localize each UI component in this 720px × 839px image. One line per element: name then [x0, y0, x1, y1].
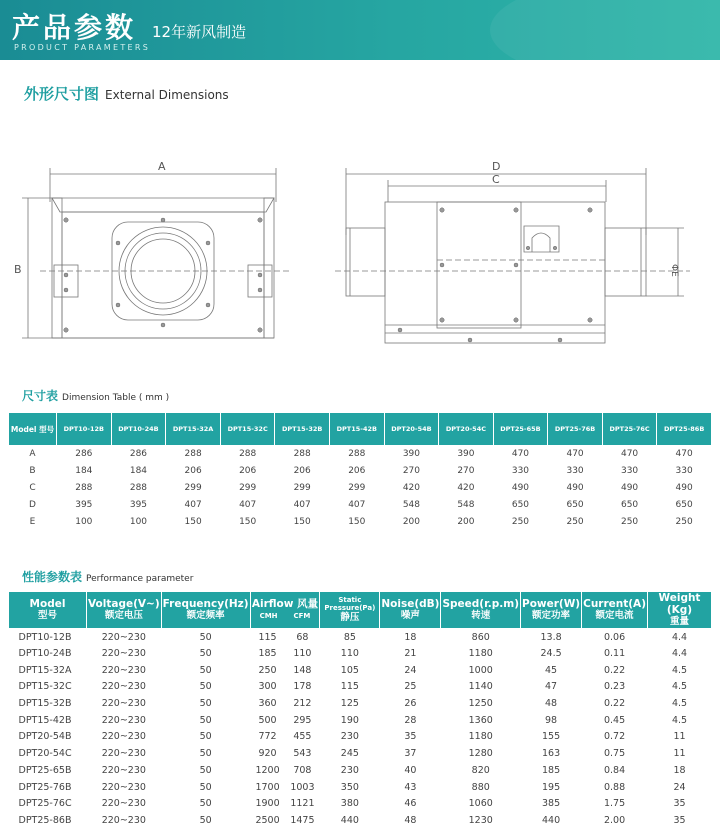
- performance-cell: 25: [404, 681, 417, 693]
- banner-title: 产品参数: [12, 11, 137, 44]
- performance-cell: 1180: [468, 648, 493, 660]
- dimension-cell: 330: [566, 466, 584, 476]
- performance-cell: 0.45: [603, 714, 626, 726]
- performance-cell: 68: [296, 631, 309, 643]
- performance-cell: 50: [199, 714, 212, 726]
- performance-cell: 1900: [255, 798, 280, 810]
- dimension-cell: 650: [620, 500, 639, 510]
- performance-row: [9, 679, 712, 696]
- dimension-row-label: C: [29, 483, 36, 493]
- performance-cell: 1003: [290, 781, 315, 793]
- label-c: C: [492, 173, 500, 186]
- dimension-table: [8, 412, 712, 531]
- performance-cell: 0.88: [603, 781, 626, 793]
- performance-cell: 220~230: [101, 781, 146, 793]
- performance-body: [9, 629, 712, 829]
- performance-cell: 50: [199, 748, 212, 760]
- dimension-cell: 286: [75, 449, 93, 460]
- performance-row: [9, 745, 712, 762]
- performance-cell: 220~230: [101, 764, 146, 776]
- performance-cell: 500: [258, 714, 277, 726]
- performance-cell: 185: [541, 764, 561, 776]
- dimension-cell: 407: [348, 500, 366, 510]
- performance-cell: 18: [673, 764, 686, 776]
- dimension-cell: 407: [239, 500, 257, 510]
- dimension-cell: 470: [511, 449, 530, 460]
- dimension-cell: 250: [566, 517, 584, 527]
- performance-cell: 35: [673, 814, 686, 826]
- dimension-cell: 299: [184, 483, 202, 493]
- dimension-cell: 270: [402, 466, 421, 476]
- performance-row: [9, 729, 712, 746]
- performance-cell: 1475: [290, 814, 315, 826]
- performance-cell: 50: [199, 731, 212, 743]
- performance-cell: 1360: [468, 714, 493, 726]
- dimension-model-header: DPT25-86B: [657, 413, 712, 446]
- performance-model-cell: DPT25-65B: [18, 764, 72, 776]
- performance-cell: 50: [199, 698, 212, 710]
- performance-model-cell: DPT15-42B: [18, 714, 72, 726]
- header-power: Power(W) 额定功率: [521, 592, 582, 629]
- performance-cell: 820: [471, 764, 490, 776]
- performance-cell: 440: [340, 814, 359, 826]
- performance-header-row: [9, 592, 712, 629]
- dimension-cell: 150: [239, 517, 257, 527]
- dimension-cell: 395: [75, 500, 93, 510]
- banner-subtitle: 12年新风制造: [152, 23, 247, 41]
- dimension-model-header: DPT25-65B: [493, 413, 548, 446]
- performance-cell: 185: [258, 648, 277, 660]
- header-voltage: Voltage(V~) 额定电压: [87, 592, 162, 629]
- performance-cell: 11: [673, 748, 686, 760]
- performance-row: [9, 662, 712, 679]
- performance-cell: 230: [340, 731, 359, 743]
- dimension-cell: 330: [511, 466, 530, 476]
- dimension-cell: 100: [75, 517, 93, 527]
- dimension-cell: 395: [129, 500, 148, 510]
- performance-cell: 163: [541, 748, 561, 760]
- performance-cell: 350: [340, 781, 359, 793]
- performance-cell: 11: [673, 731, 686, 743]
- dimension-drawing: [0, 140, 720, 370]
- performance-cell: 24: [673, 781, 686, 793]
- performance-cell: 21: [404, 648, 417, 660]
- dimension-row: [9, 480, 712, 497]
- performance-cell: 4.5: [671, 664, 688, 676]
- dimension-cell: 250: [511, 517, 530, 527]
- performance-cell: 455: [293, 731, 312, 743]
- dimension-cell: 250: [675, 517, 693, 527]
- performance-cell: 380: [340, 798, 359, 810]
- performance-cell: 195: [541, 781, 561, 793]
- dimension-cell: 288: [239, 449, 257, 460]
- performance-model-cell: DPT25-76C: [18, 798, 72, 810]
- dimension-row: [9, 463, 712, 480]
- dimension-model-header: DPT15-32B: [275, 413, 330, 446]
- dimension-row: [9, 497, 712, 514]
- performance-cell: 50: [199, 664, 212, 676]
- dimension-model-header: DPT25-76B: [548, 413, 603, 446]
- performance-cell: 190: [340, 714, 359, 726]
- dimension-cell: 650: [566, 500, 584, 510]
- performance-cell: 50: [199, 764, 212, 776]
- dimension-cell: 470: [566, 449, 584, 460]
- label-b: B: [14, 263, 22, 276]
- performance-cell: 50: [199, 648, 212, 660]
- performance-title-en: Performance parameter: [86, 574, 194, 584]
- performance-cell: 50: [199, 781, 212, 793]
- dimension-cell: 299: [293, 483, 311, 493]
- banner-english: PRODUCT PARAMETERS: [14, 43, 151, 52]
- performance-model-cell: DPT15-32A: [18, 664, 72, 676]
- dimension-row-label: B: [29, 466, 36, 476]
- performance-cell: 220~230: [101, 664, 146, 676]
- performance-cell: 155: [541, 731, 561, 743]
- performance-model-cell: DPT25-76B: [18, 781, 72, 793]
- dimension-cell: 420: [402, 483, 421, 493]
- performance-cell: 543: [293, 748, 312, 760]
- performance-cell: 0.22: [603, 698, 626, 710]
- performance-cell: 1700: [255, 781, 280, 793]
- performance-cell: 220~230: [101, 814, 146, 826]
- performance-cell: 50: [199, 681, 212, 693]
- dimension-cell: 288: [293, 449, 311, 460]
- performance-row: [9, 712, 712, 729]
- performance-cell: 0.72: [603, 731, 626, 743]
- performance-cell: 48: [545, 698, 558, 710]
- performance-cell: 220~230: [101, 631, 146, 643]
- performance-cell: 2.00: [603, 814, 626, 826]
- performance-model-cell: DPT10-24B: [18, 648, 72, 660]
- dimension-row-label: A: [29, 449, 36, 460]
- performance-model-cell: DPT15-32B: [18, 698, 72, 710]
- banner-decoration: [490, 0, 720, 60]
- header-weight: Weight (Kg) 重量: [648, 592, 712, 629]
- performance-cell: 48: [404, 814, 417, 826]
- performance-cell: 360: [258, 698, 277, 710]
- performance-cell: 18: [404, 631, 417, 643]
- performance-table: [8, 591, 712, 829]
- performance-row: [9, 645, 712, 662]
- dimension-cell: 150: [184, 517, 202, 527]
- dimension-cell: 288: [129, 483, 148, 493]
- performance-row: [9, 779, 712, 796]
- performance-cell: 1280: [468, 748, 493, 760]
- dimension-header-row: [9, 413, 712, 446]
- performance-cell: 115: [258, 631, 277, 643]
- performance-cell: 40: [404, 764, 417, 776]
- performance-model-cell: DPT20-54C: [18, 748, 72, 760]
- performance-cell: 860: [471, 631, 490, 643]
- dimension-cell: 407: [293, 500, 311, 510]
- dimension-row-label: D: [29, 500, 36, 510]
- header-model: Model 型号: [9, 592, 87, 629]
- performance-cell: 220~230: [101, 748, 146, 760]
- dimension-cell: 288: [348, 449, 366, 460]
- performance-cell: 13.8: [540, 631, 562, 643]
- performance-cell: 0.22: [603, 664, 626, 676]
- performance-cell: 47: [545, 681, 558, 693]
- performance-cell: 4.5: [671, 698, 688, 710]
- performance-cell: 772: [258, 731, 277, 743]
- performance-cell: 1180: [468, 731, 493, 743]
- performance-title-cn: 性能参数表: [22, 570, 83, 584]
- performance-cell: 4.5: [671, 714, 688, 726]
- performance-cell: 50: [199, 798, 212, 810]
- performance-cell: 212: [293, 698, 312, 710]
- dimension-table-heading: [22, 385, 169, 404]
- performance-cell: 220~230: [101, 681, 146, 693]
- dimension-cell: 150: [293, 517, 311, 527]
- dimension-cell: 548: [402, 500, 421, 510]
- dimension-cell: 490: [511, 483, 530, 493]
- dimension-cell: 490: [675, 483, 693, 493]
- performance-cell: 85: [343, 631, 356, 643]
- dimension-cell: 650: [511, 500, 530, 510]
- performance-cell: 50: [199, 631, 212, 643]
- dimension-cell: 490: [620, 483, 639, 493]
- performance-row: [9, 762, 712, 779]
- header-current: Current(A) 额定电流: [582, 592, 648, 629]
- dimension-model-header: DPT20-54C: [439, 413, 493, 446]
- performance-cell: 880: [471, 781, 490, 793]
- performance-model-cell: DPT25-86B: [18, 814, 72, 826]
- performance-cell: 0.84: [603, 764, 626, 776]
- performance-cell: 440: [541, 814, 561, 826]
- performance-cell: 1121: [290, 798, 315, 810]
- dimension-cell: 206: [184, 466, 202, 476]
- header-speed: Speed(r.p.m) 转速: [441, 592, 521, 629]
- performance-cell: 220~230: [101, 798, 146, 810]
- dimension-corner-cell: Model 型号: [9, 413, 57, 446]
- performance-cell: 2500: [255, 814, 280, 826]
- dimension-cell: 299: [348, 483, 366, 493]
- dimension-cell: 150: [348, 517, 366, 527]
- dimension-cell: 288: [184, 449, 202, 460]
- performance-cell: 24.5: [540, 648, 562, 660]
- performance-row: [9, 795, 712, 812]
- performance-cell: 178: [293, 681, 312, 693]
- dimension-cell: 650: [675, 500, 693, 510]
- performance-cell: 1060: [468, 798, 493, 810]
- performance-cell: 245: [340, 748, 359, 760]
- performance-cell: 0.11: [603, 648, 626, 660]
- performance-row: [9, 812, 712, 829]
- dimension-cell: 390: [402, 449, 421, 460]
- performance-cell: 385: [541, 798, 561, 810]
- performance-cell: 4.5: [671, 681, 688, 693]
- performance-cell: 230: [340, 764, 359, 776]
- external-title-en: External Dimensions: [105, 88, 229, 102]
- performance-cell: 50: [199, 814, 212, 826]
- performance-cell: 1000: [468, 664, 493, 676]
- external-title-cn: 外形尺寸图: [24, 85, 100, 103]
- front-view: [22, 168, 290, 338]
- dimension-model-header: DPT15-32A: [166, 413, 221, 446]
- dimension-cell: 250: [620, 517, 639, 527]
- dimension-cell: 490: [566, 483, 584, 493]
- dimension-cell: 470: [620, 449, 639, 460]
- performance-cell: 110: [293, 648, 312, 660]
- dimension-cell: 288: [75, 483, 93, 493]
- performance-cell: 920: [258, 748, 277, 760]
- dimension-row: [9, 514, 712, 531]
- dimension-cell: 100: [129, 517, 148, 527]
- performance-cell: 1.75: [603, 798, 626, 810]
- dimension-cell: 206: [293, 466, 311, 476]
- performance-cell: 35: [673, 798, 686, 810]
- performance-row: [9, 629, 712, 646]
- dimension-cell: 200: [402, 517, 421, 527]
- performance-cell: 1250: [468, 698, 493, 710]
- header-pressure: Static Pressure(Pa) 静压: [320, 592, 380, 629]
- performance-cell: 4.4: [671, 648, 688, 660]
- performance-cell: 26: [404, 698, 417, 710]
- external-dimensions-heading: [24, 83, 229, 104]
- performance-cell: 0.06: [603, 631, 626, 643]
- performance-row: [9, 695, 712, 712]
- performance-cell: 37: [404, 748, 417, 760]
- performance-cell: 105: [340, 664, 359, 676]
- dimension-cell: 270: [457, 466, 475, 476]
- performance-cell: 4.4: [671, 631, 688, 643]
- header-noise: Noise(dB) 噪声: [380, 592, 441, 629]
- performance-cell: 708: [293, 764, 312, 776]
- performance-cell: 1200: [255, 764, 280, 776]
- dimension-cell: 299: [239, 483, 257, 493]
- dimension-model-header: DPT10-24B: [111, 413, 166, 446]
- top-banner: [0, 0, 720, 60]
- dimension-cell: 200: [457, 517, 475, 527]
- dimension-cell: 330: [675, 466, 693, 476]
- dimension-cell: 330: [620, 466, 639, 476]
- performance-table-heading: [22, 566, 193, 585]
- label-a: A: [158, 160, 166, 173]
- performance-model-cell: DPT10-12B: [18, 631, 72, 643]
- dimension-cell: 420: [457, 483, 475, 493]
- performance-cell: 148: [293, 664, 312, 676]
- dimension-cell: 206: [239, 466, 257, 476]
- performance-cell: 46: [404, 798, 417, 810]
- performance-cell: 43: [404, 781, 417, 793]
- performance-cell: 1230: [468, 814, 493, 826]
- performance-cell: 300: [258, 681, 277, 693]
- label-e: ΦE: [669, 264, 679, 277]
- dimension-row-label: E: [29, 517, 36, 527]
- dimension-model-header: DPT15-32C: [220, 413, 274, 446]
- performance-cell: 1140: [468, 681, 493, 693]
- performance-cell: 0.75: [603, 748, 626, 760]
- performance-cell: 220~230: [101, 698, 146, 710]
- dimension-model-header: DPT10-12B: [57, 413, 112, 446]
- performance-cell: 45: [545, 664, 558, 676]
- performance-cell: 24: [404, 664, 417, 676]
- dimension-model-header: DPT25-76C: [602, 413, 656, 446]
- dimension-cell: 390: [457, 449, 475, 460]
- dimension-cell: 206: [348, 466, 366, 476]
- performance-cell: 250: [258, 664, 277, 676]
- dimension-cell: 407: [184, 500, 202, 510]
- performance-cell: 220~230: [101, 648, 146, 660]
- side-view: [335, 168, 690, 343]
- dimension-model-header: DPT20-54B: [384, 413, 439, 446]
- performance-cell: 35: [404, 731, 417, 743]
- performance-cell: 220~230: [101, 714, 146, 726]
- performance-model-cell: DPT15-32C: [18, 681, 72, 693]
- label-d: D: [492, 160, 501, 173]
- performance-cell: 125: [340, 698, 359, 710]
- performance-model-cell: DPT20-54B: [18, 731, 72, 743]
- performance-cell: 98: [545, 714, 558, 726]
- dimension-title-cn: 尺寸表: [22, 389, 59, 403]
- performance-cell: 28: [404, 714, 417, 726]
- dimension-cell: 548: [457, 500, 475, 510]
- performance-cell: 115: [340, 681, 359, 693]
- dimension-body: [9, 446, 712, 531]
- header-frequency: Frequency(Hz) 额定频率: [161, 592, 250, 629]
- performance-cell: 0.23: [603, 681, 626, 693]
- dimension-cell: 184: [129, 466, 148, 476]
- performance-cell: 295: [293, 714, 312, 726]
- header-airflow: Airflow 风量 CMH CFM: [250, 592, 320, 629]
- performance-cell: 220~230: [101, 731, 146, 743]
- dimension-title-en: Dimension Table ( mm ): [62, 393, 170, 403]
- dimension-cell: 286: [129, 449, 148, 460]
- dimension-cell: 470: [675, 449, 693, 460]
- dimension-row: [9, 446, 712, 463]
- dimension-model-header: DPT15-42B: [329, 413, 384, 446]
- dimension-cell: 184: [75, 466, 93, 476]
- performance-cell: 110: [340, 648, 359, 660]
